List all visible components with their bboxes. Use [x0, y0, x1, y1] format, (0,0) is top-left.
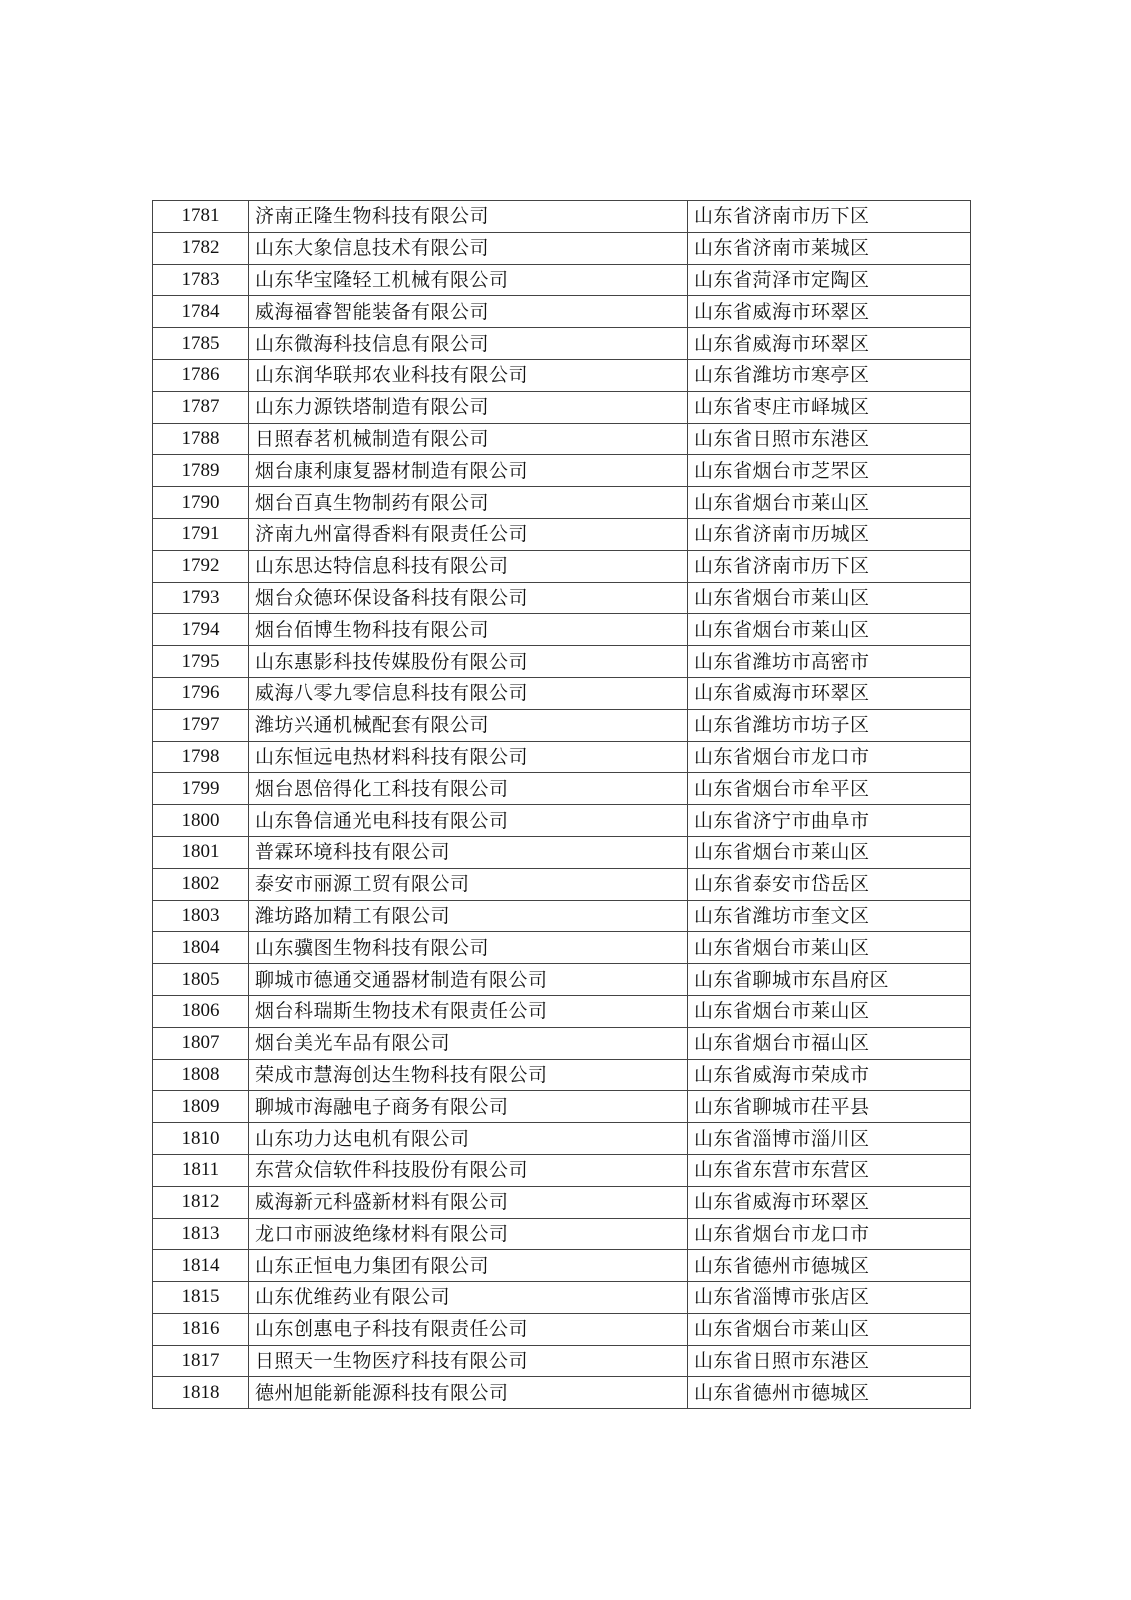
row-number: 1814	[153, 1250, 249, 1282]
row-number: 1812	[153, 1186, 249, 1218]
company-name: 龙口市丽波绝缘材料有限公司	[249, 1218, 688, 1250]
company-name: 威海福睿智能装备有限公司	[249, 296, 688, 328]
row-number: 1801	[153, 836, 249, 868]
company-location: 山东省烟台市莱山区	[688, 995, 971, 1027]
row-number: 1791	[153, 518, 249, 550]
table-row	[153, 614, 971, 646]
row-number: 1799	[153, 773, 249, 805]
company-name: 烟台科瑞斯生物技术有限责任公司	[249, 995, 688, 1027]
company-name: 山东骥图生物科技有限公司	[249, 932, 688, 964]
row-number: 1787	[153, 391, 249, 423]
company-location: 山东省潍坊市坊子区	[688, 709, 971, 741]
company-name: 聊城市海融电子商务有限公司	[249, 1091, 688, 1123]
row-number: 1786	[153, 359, 249, 391]
company-name: 烟台佰博生物科技有限公司	[249, 614, 688, 646]
table-row	[153, 1154, 971, 1186]
company-name: 烟台恩倍得化工科技有限公司	[249, 773, 688, 805]
company-name: 山东华宝隆轻工机械有限公司	[249, 264, 688, 296]
table-row	[153, 487, 971, 519]
table-row	[153, 773, 971, 805]
company-location: 山东省烟台市龙口市	[688, 1218, 971, 1250]
row-number: 1815	[153, 1282, 249, 1314]
table-body	[153, 201, 971, 1409]
row-number: 1818	[153, 1377, 249, 1409]
company-name: 山东惠影科技传媒股份有限公司	[249, 646, 688, 678]
table-row	[153, 1027, 971, 1059]
row-number: 1813	[153, 1218, 249, 1250]
row-number: 1790	[153, 487, 249, 519]
company-location: 山东省烟台市莱山区	[688, 836, 971, 868]
row-number: 1794	[153, 614, 249, 646]
company-name: 聊城市德通交通器材制造有限公司	[249, 964, 688, 996]
table-row	[153, 932, 971, 964]
table-row	[153, 328, 971, 360]
table-row	[153, 709, 971, 741]
row-number: 1803	[153, 900, 249, 932]
company-location: 山东省济宁市曲阜市	[688, 805, 971, 837]
company-location: 山东省威海市荣成市	[688, 1059, 971, 1091]
table-row	[153, 1377, 971, 1409]
row-number: 1798	[153, 741, 249, 773]
company-name: 烟台康利康复器材制造有限公司	[249, 455, 688, 487]
table-row	[153, 550, 971, 582]
row-number: 1807	[153, 1027, 249, 1059]
row-number: 1781	[153, 201, 249, 233]
table-row	[153, 1123, 971, 1155]
row-number: 1789	[153, 455, 249, 487]
company-location: 山东省威海市环翠区	[688, 677, 971, 709]
company-location: 山东省济南市历下区	[688, 550, 971, 582]
table-row	[153, 232, 971, 264]
company-name: 威海八零九零信息科技有限公司	[249, 677, 688, 709]
company-name: 烟台众德环保设备科技有限公司	[249, 582, 688, 614]
company-location: 山东省聊城市茌平县	[688, 1091, 971, 1123]
company-location: 山东省日照市东港区	[688, 1345, 971, 1377]
company-location: 山东省济南市历城区	[688, 518, 971, 550]
company-name: 潍坊兴通机械配套有限公司	[249, 709, 688, 741]
table-row	[153, 805, 971, 837]
company-location: 山东省德州市德城区	[688, 1250, 971, 1282]
company-location: 山东省东营市东营区	[688, 1154, 971, 1186]
company-name: 威海新元科盛新材料有限公司	[249, 1186, 688, 1218]
table-row	[153, 868, 971, 900]
company-name: 山东思达特信息科技有限公司	[249, 550, 688, 582]
company-name: 济南九州富得香料有限责任公司	[249, 518, 688, 550]
table-row	[153, 741, 971, 773]
company-location: 山东省烟台市莱山区	[688, 932, 971, 964]
company-name: 山东微海科技信息有限公司	[249, 328, 688, 360]
row-number: 1808	[153, 1059, 249, 1091]
company-location: 山东省淄博市淄川区	[688, 1123, 971, 1155]
row-number: 1796	[153, 677, 249, 709]
row-number: 1816	[153, 1313, 249, 1345]
company-name: 山东力源铁塔制造有限公司	[249, 391, 688, 423]
company-location: 山东省烟台市福山区	[688, 1027, 971, 1059]
row-number: 1795	[153, 646, 249, 678]
table-row	[153, 201, 971, 233]
row-number: 1809	[153, 1091, 249, 1123]
company-name: 普霖环境科技有限公司	[249, 836, 688, 868]
row-number: 1810	[153, 1123, 249, 1155]
company-location: 山东省济南市莱城区	[688, 232, 971, 264]
row-number: 1785	[153, 328, 249, 360]
company-location: 山东省烟台市莱山区	[688, 1313, 971, 1345]
company-location: 山东省烟台市芝罘区	[688, 455, 971, 487]
row-number: 1783	[153, 264, 249, 296]
row-number: 1788	[153, 423, 249, 455]
company-location: 山东省烟台市莱山区	[688, 582, 971, 614]
company-name: 荣成市慧海创达生物科技有限公司	[249, 1059, 688, 1091]
table-row	[153, 1313, 971, 1345]
company-name: 烟台美光车品有限公司	[249, 1027, 688, 1059]
table-row	[153, 677, 971, 709]
table-row	[153, 1345, 971, 1377]
company-name: 日照春茗机械制造有限公司	[249, 423, 688, 455]
company-location: 山东省泰安市岱岳区	[688, 868, 971, 900]
table-row	[153, 964, 971, 996]
company-name: 东营众信软件科技股份有限公司	[249, 1154, 688, 1186]
company-name: 济南正隆生物科技有限公司	[249, 201, 688, 233]
table-row	[153, 423, 971, 455]
company-location: 山东省潍坊市寒亭区	[688, 359, 971, 391]
company-location: 山东省潍坊市奎文区	[688, 900, 971, 932]
row-number: 1805	[153, 964, 249, 996]
company-name: 山东创惠电子科技有限责任公司	[249, 1313, 688, 1345]
company-location: 山东省济南市历下区	[688, 201, 971, 233]
company-location: 山东省威海市环翠区	[688, 1186, 971, 1218]
company-name: 山东正恒电力集团有限公司	[249, 1250, 688, 1282]
company-location: 山东省聊城市东昌府区	[688, 964, 971, 996]
row-number: 1784	[153, 296, 249, 328]
row-number: 1817	[153, 1345, 249, 1377]
table-row	[153, 995, 971, 1027]
company-name: 泰安市丽源工贸有限公司	[249, 868, 688, 900]
row-number: 1797	[153, 709, 249, 741]
company-list-table	[152, 200, 971, 1409]
table-row	[153, 1091, 971, 1123]
table-row	[153, 1059, 971, 1091]
row-number: 1806	[153, 995, 249, 1027]
company-location: 山东省威海市环翠区	[688, 296, 971, 328]
company-location: 山东省潍坊市高密市	[688, 646, 971, 678]
table-row	[153, 455, 971, 487]
company-location: 山东省烟台市龙口市	[688, 741, 971, 773]
company-name: 山东鲁信通光电科技有限公司	[249, 805, 688, 837]
table-row	[153, 1250, 971, 1282]
company-location: 山东省德州市德城区	[688, 1377, 971, 1409]
table-row	[153, 1282, 971, 1314]
company-location: 山东省枣庄市峄城区	[688, 391, 971, 423]
table-row	[153, 646, 971, 678]
company-name: 山东优维药业有限公司	[249, 1282, 688, 1314]
row-number: 1782	[153, 232, 249, 264]
table-row	[153, 582, 971, 614]
company-name: 山东大象信息技术有限公司	[249, 232, 688, 264]
row-number: 1802	[153, 868, 249, 900]
table-row	[153, 391, 971, 423]
row-number: 1804	[153, 932, 249, 964]
company-location: 山东省烟台市牟平区	[688, 773, 971, 805]
company-location: 山东省淄博市张店区	[688, 1282, 971, 1314]
table-row	[153, 1218, 971, 1250]
company-location: 山东省烟台市莱山区	[688, 487, 971, 519]
row-number: 1792	[153, 550, 249, 582]
company-name: 山东恒远电热材料科技有限公司	[249, 741, 688, 773]
table-row	[153, 296, 971, 328]
company-location: 山东省日照市东港区	[688, 423, 971, 455]
company-name: 日照天一生物医疗科技有限公司	[249, 1345, 688, 1377]
row-number: 1800	[153, 805, 249, 837]
company-name: 山东润华联邦农业科技有限公司	[249, 359, 688, 391]
company-location: 山东省威海市环翠区	[688, 328, 971, 360]
company-name: 潍坊路加精工有限公司	[249, 900, 688, 932]
row-number: 1793	[153, 582, 249, 614]
company-name: 烟台百真生物制药有限公司	[249, 487, 688, 519]
table-row	[153, 900, 971, 932]
table-row	[153, 264, 971, 296]
table-row	[153, 518, 971, 550]
company-location: 山东省菏泽市定陶区	[688, 264, 971, 296]
row-number: 1811	[153, 1154, 249, 1186]
company-name: 山东功力达电机有限公司	[249, 1123, 688, 1155]
company-location: 山东省烟台市莱山区	[688, 614, 971, 646]
table-row	[153, 836, 971, 868]
table-row	[153, 359, 971, 391]
table-row	[153, 1186, 971, 1218]
company-name: 德州旭能新能源科技有限公司	[249, 1377, 688, 1409]
